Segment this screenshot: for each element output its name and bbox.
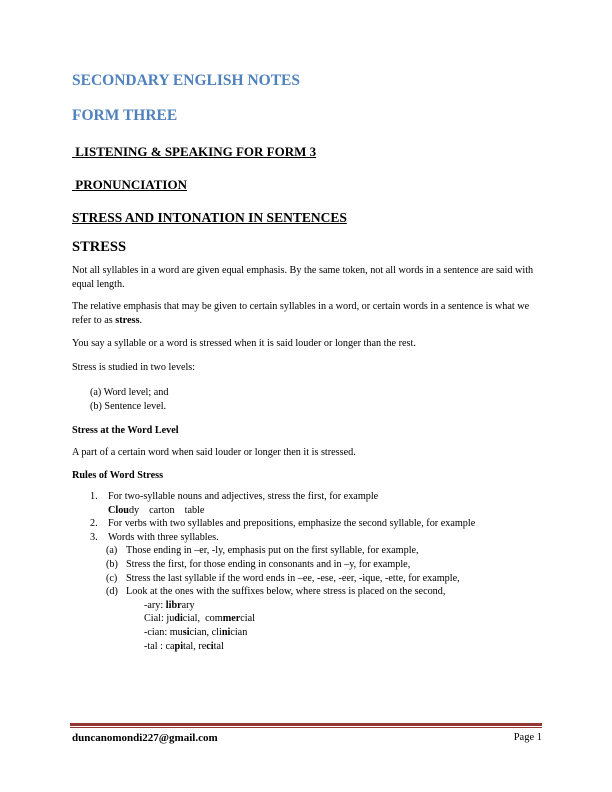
word-level-text: A part of a certain word when said louder or longer then it is stressed. bbox=[72, 447, 356, 458]
sub-letter: (d) bbox=[106, 586, 118, 598]
list-item bbox=[106, 585, 542, 599]
listening-heading-text: LISTENING & SPEAKING FOR FORM 3 bbox=[75, 144, 317, 159]
suffix-label: -tal : bbox=[144, 640, 166, 652]
stressed-syllable: pi bbox=[174, 640, 184, 652]
example-bold: Clou bbox=[108, 504, 129, 516]
sub-text: Look at the ones with the suffixes below, where stress is placed on the second, bbox=[126, 586, 446, 598]
listening-heading bbox=[72, 144, 542, 160]
sub-letter: (a) bbox=[106, 545, 118, 557]
levels-list bbox=[72, 386, 542, 414]
rule-number: 3. bbox=[90, 531, 98, 543]
word-level-heading: Stress at the Word Level bbox=[72, 425, 179, 436]
rule-number: 2. bbox=[90, 518, 98, 530]
stress-intonation-heading: STRESS AND INTONATION IN SENTENCES bbox=[72, 210, 347, 225]
stress-heading: STRESS bbox=[72, 239, 127, 255]
suffix-line-cian bbox=[144, 626, 542, 640]
pronunciation-heading bbox=[72, 177, 542, 193]
sub-letter: (b) bbox=[106, 558, 118, 570]
example-word: table bbox=[184, 504, 205, 516]
footer-divider bbox=[70, 723, 542, 726]
stress-definition-end: . bbox=[139, 315, 142, 326]
rule-2 bbox=[90, 517, 542, 531]
rule-3 bbox=[90, 531, 542, 545]
paragraph-two-levels: Stress is studied in two levels: bbox=[72, 362, 196, 373]
sub-text: Stress the last syllable if the word ends in –ee, -ese, -eer, -ique, -ette, for example, bbox=[126, 572, 460, 584]
syllable: ca bbox=[165, 640, 175, 652]
rule-text: Words with three syllables. bbox=[108, 531, 219, 543]
suffix-examples bbox=[106, 599, 542, 653]
rules-heading: Rules of Word Stress bbox=[72, 470, 164, 481]
paragraph-equal-emphasis: Not all syllables in a word are given equal emphasis. By the same token, not all words in a sentence are said with equal length. bbox=[72, 265, 534, 290]
list-item bbox=[106, 572, 542, 586]
syllable: cian bbox=[230, 626, 248, 638]
example-rest: dy bbox=[128, 504, 140, 516]
syllable: re bbox=[198, 640, 207, 652]
list-item: (a) Word level; and bbox=[90, 387, 169, 398]
page-content bbox=[72, 70, 542, 653]
form-heading: FORM THREE bbox=[72, 107, 178, 124]
suffix-line-tal bbox=[144, 640, 542, 654]
syllable: cian, bbox=[189, 626, 212, 638]
suffix-label: Cial: bbox=[144, 613, 167, 625]
rule-number: 1. bbox=[90, 491, 98, 502]
sub-text: Those ending in –er, -ly, emphasis put on the first syllable, for example, bbox=[126, 545, 419, 557]
syllable: com bbox=[205, 613, 223, 625]
syllable: mu bbox=[169, 626, 183, 638]
rules-list bbox=[72, 490, 542, 653]
list-item bbox=[106, 544, 542, 558]
syllable: cial, bbox=[182, 613, 201, 625]
syllable: tal, bbox=[183, 640, 199, 652]
stress-definition-text: The relative emphasis that may be given to certain syllables in a word, or certain words in a sentence is what we refer to as bbox=[72, 301, 530, 326]
rule-text: For two-syllable nouns and adjectives, stress the first, for example bbox=[108, 491, 379, 502]
syllable: ary bbox=[181, 599, 195, 611]
example-word: carton bbox=[149, 504, 175, 516]
rule-1-examples bbox=[108, 504, 542, 518]
footer-email: duncanomondi227@gmail.com bbox=[72, 732, 218, 744]
syllable: cli bbox=[211, 626, 222, 638]
suffix-line-ary bbox=[144, 599, 542, 613]
suffix-line-cial bbox=[144, 612, 542, 626]
paragraph-stressed-syllable: You say a syllable or a word is stressed when it is said louder or longer than the rest. bbox=[72, 338, 416, 349]
suffix-label: -ary: bbox=[144, 599, 166, 611]
stressed-syllable: mer bbox=[222, 613, 241, 625]
stressed-syllable: si bbox=[182, 626, 190, 638]
syllable: cial bbox=[240, 613, 255, 625]
stressed-syllable: libr bbox=[165, 599, 182, 611]
sub-text: Stress the first, for those ending in consonants and in –y, for example, bbox=[126, 558, 411, 570]
stressed-syllable: di bbox=[174, 613, 183, 625]
suffix-label: -cian: bbox=[144, 626, 170, 638]
rule-3-sublist bbox=[90, 544, 542, 653]
document-title: SECONDARY ENGLISH NOTES bbox=[72, 72, 300, 89]
page-number: Page 1 bbox=[513, 732, 542, 743]
syllable: ju bbox=[166, 613, 175, 625]
rule-text: For verbs with two syllables and prepositions, emphasize the second syllable, for example bbox=[108, 518, 476, 530]
pronunciation-heading-text: PRONUNCIATION bbox=[75, 177, 187, 192]
paragraph-stress-definition bbox=[72, 300, 542, 328]
stressed-syllable: ni bbox=[221, 626, 231, 638]
sub-letter: (c) bbox=[106, 572, 118, 584]
rule-1 bbox=[90, 490, 542, 517]
list-item: (b) Sentence level. bbox=[90, 401, 167, 412]
stressed-syllable: ci bbox=[206, 640, 214, 652]
syllable: tal bbox=[213, 640, 224, 652]
list-item bbox=[106, 558, 542, 572]
stress-term: stress bbox=[115, 315, 140, 326]
footer-divider-thin bbox=[70, 727, 542, 728]
